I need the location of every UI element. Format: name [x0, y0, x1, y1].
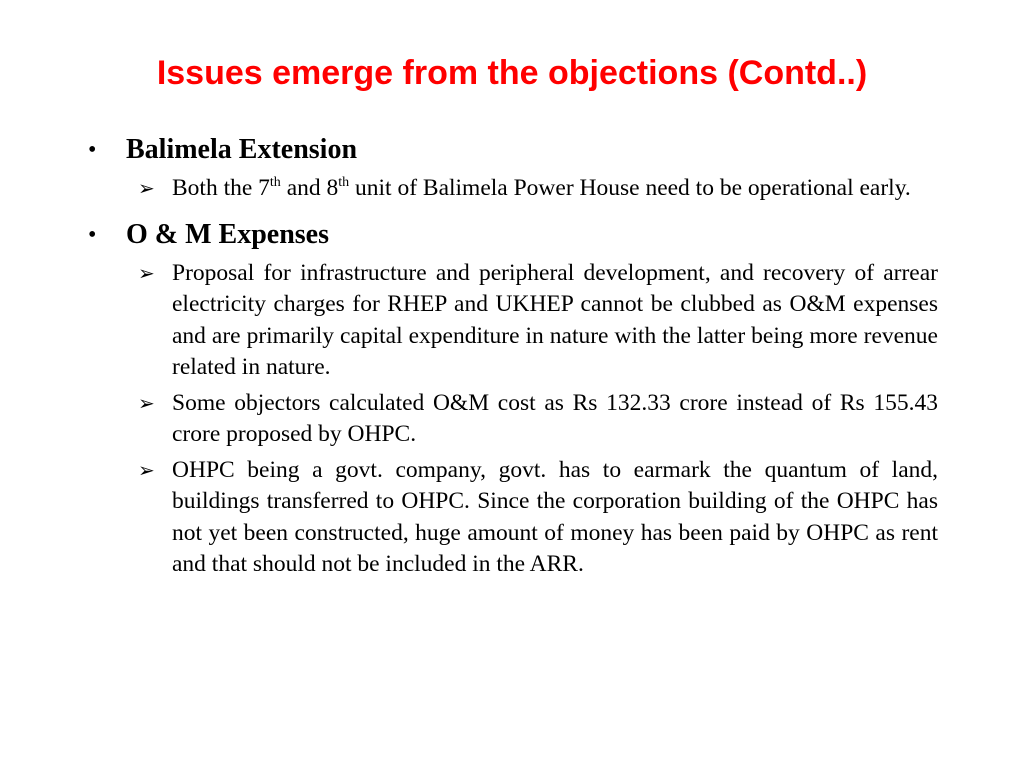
section-heading	[88, 215, 938, 255]
sub-point	[88, 388, 938, 451]
sub-point-text: Both the 7th and 8th unit of Balimela Power House need to be operational early.	[172, 175, 911, 201]
arrow-bullet-icon: ➢	[138, 176, 155, 200]
sub-point	[88, 258, 938, 384]
sub-point-text: OHPC being a govt. company, govt. has to earmark the quantum of land, buildings transferred to OHPC. Since the corporation building of the OHPC has not yet been constructed, huge amount of money has been paid by OHPC as rent and that should not be included in the ARR.	[172, 456, 938, 577]
sub-point	[88, 173, 938, 205]
section-balimela-extension	[88, 130, 938, 205]
sub-point	[88, 455, 938, 581]
arrow-bullet-icon: ➢	[138, 260, 155, 285]
sub-point-text: Some objectors calculated O&M cost as Rs 132.33 crore instead of Rs 155.43 crore proposed by OHPC.	[172, 389, 938, 447]
slide-title: Issues emerge from the objections (Contd..)	[156, 54, 868, 92]
heading-text: Balimela Extension	[126, 134, 358, 165]
heading-text: O & M Expenses	[126, 218, 329, 250]
sub-point-text: Proposal for infrastructure and peripheral development, and recovery of arrear electricity charges for RHEP and UKHEP cannot be clubbed as O&M expenses and are primarily capital expenditure in nature with the latter being more revenue related in nature.	[172, 259, 938, 380]
arrow-bullet-icon: ➢	[138, 457, 155, 482]
arrow-bullet-icon: ➢	[138, 390, 155, 415]
bullet-icon: •	[88, 221, 97, 248]
section-om-expenses	[88, 215, 938, 581]
bullet-icon: •	[88, 137, 97, 163]
section-heading	[88, 130, 938, 170]
slide-body	[88, 130, 938, 581]
